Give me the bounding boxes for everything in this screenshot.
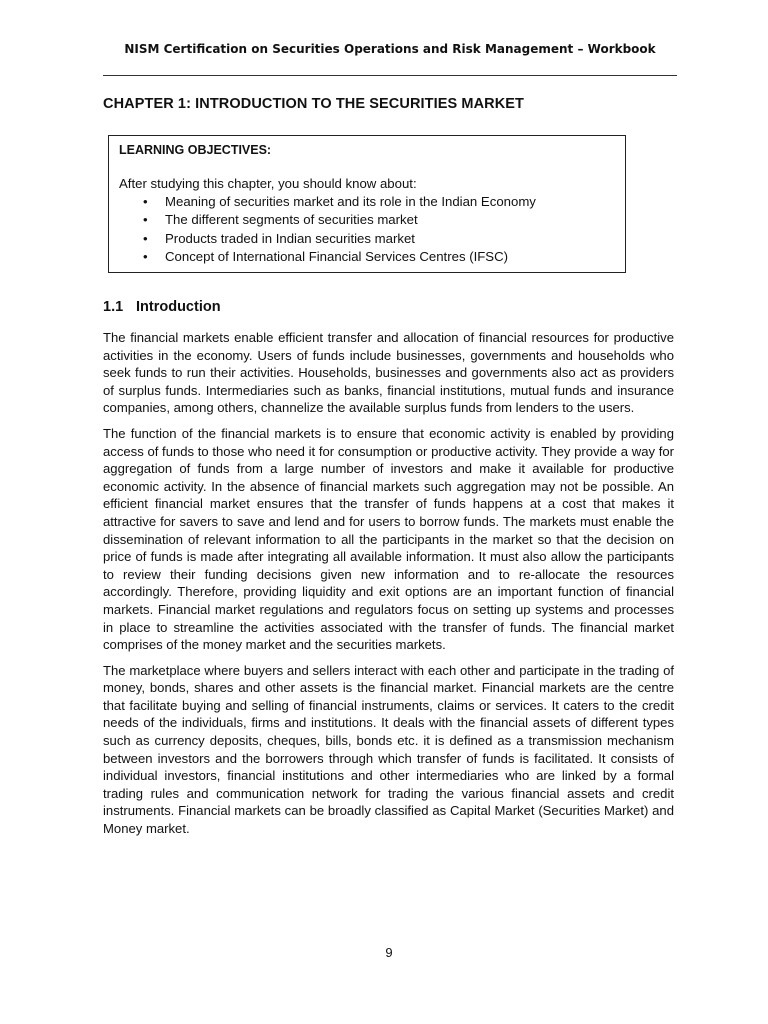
objective-text: Meaning of securities market and its role in the Indian Economy [165,194,536,209]
bullet-icon: • [143,248,148,264]
body-paragraph: The marketplace where buyers and sellers interact with each other and participate in the trading of money, bonds, shares and other assets is the financial market. Financial markets are the centre that facilitate buying and selling of financial instruments, claims or services. It caters to the credit needs of the individuals, firms and institutions. It deals with the financial assets of different types such as currency deposits, cheques, bills, bonds etc. it is defined as a transmission mechanism between investors and the borrowers through which transfer of funds is facilitated. It consists of individual investors, financial institutions and other intermediaries who are linked by a formal trading rules and communication network for trading the various financial assets and credit instruments. Financial markets can be broadly classified as Capital Market (Securities Market) and Money market. [103,662,674,837]
section-heading [103,299,221,315]
header-divider [103,75,677,76]
objective-text: The different segments of securities market [165,212,418,228]
section-number: 1.1 [103,299,124,315]
objective-text: Products traded in Indian securities market [165,230,415,246]
page-number: 9 [385,945,393,960]
objectives-list [119,193,625,266]
objective-item [119,193,625,211]
learning-objectives-box [108,135,626,273]
running-header: NISM Certification on Securities Operations and Risk Management – Workbook [124,42,656,56]
body-paragraph: The financial markets enable efficient transfer and allocation of financial resources for productive activities in the economy. Users of funds include businesses, governments and households who seek funds to run their activities. Households, businesses and governments also act as providers of surplus funds. Intermediaries such as banks, financial institutions, mutual funds and insurance companies, among others, channelize the available surplus funds from lenders to the users. [103,330,674,416]
body-paragraph: The function of the financial markets is to ensure that economic activity is enabled by providing access of funds to those who need it for consumption or productive activity. They provide a way for aggregation of funds from a large number of investors and make it available for productive economic activity. In the absence of financial markets such aggregation may not be possible. An efficient financial market ensures that the transfer of funds happens at a cost that makes it attractive for savers to save and lend and for users to borrow funds. The markets must enable the dissemination of relevant information to all the participants in the market so that the decision on price of funds is made after integrating all available information. It must also allow the participants to review their funding decisions given new information and to re-allocate the resources accordingly. Therefore, providing liquidity and exit options are an important function of financial markets. Financial market regulations and regulators focus on setting up systems and processes in place to streamline the activities associated with the transfer of funds. The financial market comprises of the money market and the securities markets. [103,425,674,653]
objective-text: Concept of International Financial Services Centres (IFSC) [165,248,509,264]
chapter-title: CHAPTER 1: INTRODUCTION TO THE SECURITIES MARKET [103,96,525,112]
section-title: Introduction [136,299,221,315]
body-text [103,329,674,846]
objective-item [119,230,625,248]
objectives-heading: LEARNING OBJECTIVES: [119,143,272,157]
objective-item [119,211,625,229]
objective-item [119,248,625,266]
bullet-icon: • [143,194,148,209]
objectives-intro: After studying this chapter, you should know about: [119,176,417,191]
bullet-icon: • [143,230,148,246]
bullet-icon: • [143,212,148,228]
